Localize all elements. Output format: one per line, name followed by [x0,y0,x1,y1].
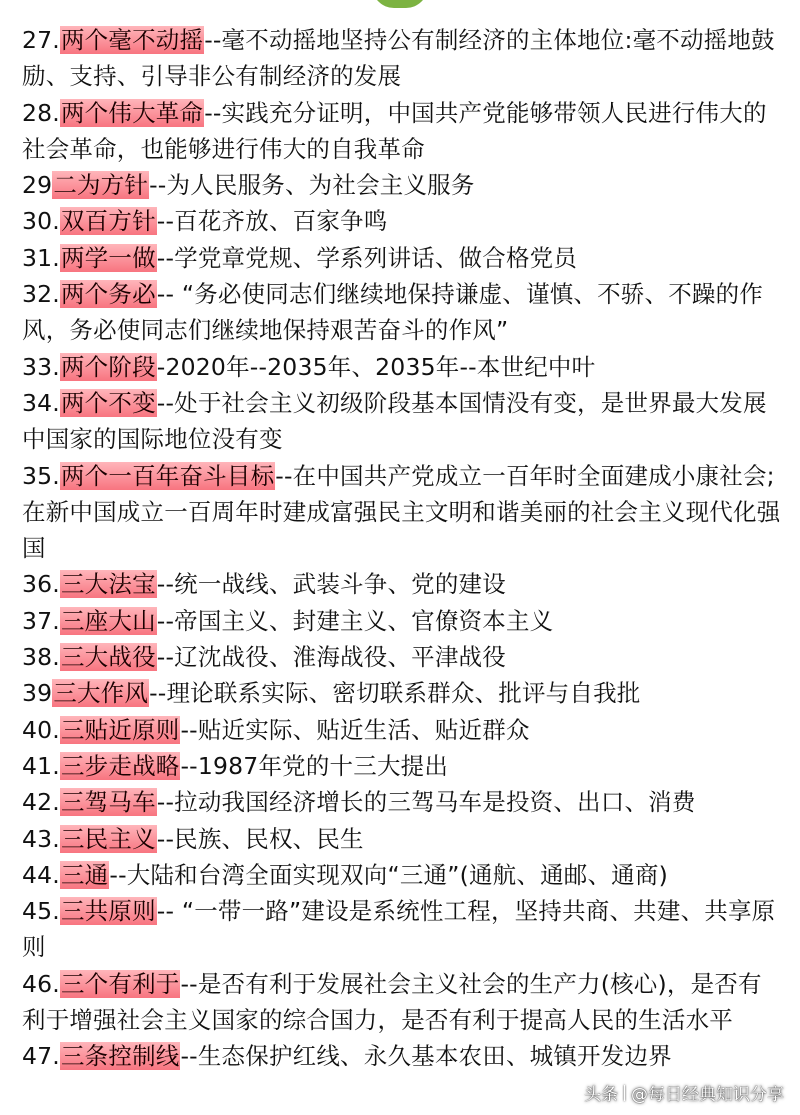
entry-text: -2020年--2035年、2035年--本世纪中叶 [156,352,596,381]
entry-text: --民族、民权、民生 [156,824,364,853]
entry-number: 27. [22,26,60,54]
list-item [22,566,782,602]
entry-text: --在中国共产党成立一百年时全面建成小康社会;在新中国成立一百周年时建成富强民主文明和谐美丽的社会主义现代化强国 [22,461,781,563]
entry-text: --理论联系实际、密切联系群众、批评与自我批 [149,679,641,708]
highlighted-term: 两个一百年奋斗目标 [60,461,275,490]
entry-text: --拉动我国经济增长的三驾马车是投资、出口、消费 [156,788,696,817]
entry-number: 43. [22,824,60,853]
highlighted-term: 两个阶段 [60,352,156,381]
entry-text: -- “务必使同志们继续地保持谦虚、谨慎、不骄、不躁的作风，务必使同志们继续地保持艰苦奋斗的作风” [22,280,764,345]
highlighted-term: 三座大山 [60,606,156,635]
entry-number: 40. [22,715,60,744]
list-item [22,603,782,639]
entry-number: 35. [22,461,60,490]
highlighted-term: 三通 [60,860,109,889]
entry-number: 28. [22,98,60,127]
list-item [22,1038,782,1074]
list-item [22,22,782,95]
entry-number: 42. [22,788,60,817]
highlighted-term: 三大作风 [53,679,149,708]
highlighted-term: 两学一做 [60,243,156,272]
watermark-divider [624,1085,625,1101]
list-item [22,95,782,168]
highlighted-term: 双百方针 [60,207,156,236]
entry-number: 45. [22,897,60,926]
entry-text: --大陆和台湾全面实现双向“三通”(通航、通邮、通商) [109,860,668,889]
list-item [22,458,782,567]
list-item [22,167,782,203]
entry-text: --辽沈战役、淮海战役、平津战役 [156,643,506,672]
entry-text: --1987年党的十三大提出 [180,751,449,780]
entry-text: -- “一带一路”建设是系统性工程，坚持共商、共建、共享原则 [22,897,776,962]
entry-number: 39 [22,679,53,708]
highlighted-term: 三驾马车 [60,788,156,817]
list-item [22,675,782,711]
highlighted-term: 两个毫不动摇 [60,26,204,54]
list-item [22,784,782,820]
entry-text: --生态保护红线、永久基本农田、城镇开发边界 [180,1042,672,1071]
list-item [22,203,782,239]
entry-text: --为人民服务、为社会主义服务 [149,171,475,200]
entry-number: 31. [22,243,60,272]
highlighted-term: 三大法宝 [60,570,156,599]
entry-text: --统一战线、武装斗争、党的建设 [156,570,506,599]
entry-text: --处于社会主义初级阶段基本国情没有变，是世界最大发展中国家的国际地位没有变 [22,388,767,454]
entry-text: --学党章党规、学系列讲话、做合格党员 [156,243,578,272]
entry-number: 44. [22,860,60,889]
entry-number: 29 [22,171,53,200]
entry-number: 34. [22,388,60,417]
list-item [22,821,782,857]
entry-number: 37. [22,606,60,635]
highlighted-term: 三贴近原则 [60,715,180,744]
list-item [22,349,782,385]
watermark [584,1080,784,1105]
watermark-account: @每日经典知识分享 [631,1085,784,1105]
top-logo-fragment [372,0,428,8]
highlighted-term: 两个不变 [60,388,156,417]
list-item [22,712,782,748]
entry-number: 38. [22,643,60,672]
list-item [22,966,782,1039]
entry-number: 33. [22,352,60,381]
highlighted-term: 二为方针 [53,171,149,200]
list-item [22,639,782,675]
entry-number: 36. [22,570,60,599]
watermark-platform: 头条 [584,1085,618,1105]
highlighted-term: 三民主义 [60,824,156,853]
highlighted-term: 三个有利于 [60,969,180,998]
highlighted-term: 三条控制线 [60,1042,180,1071]
highlighted-term: 三大战役 [60,643,156,672]
entry-text: --帝国主义、封建主义、官僚资本主义 [156,606,554,635]
list-item [22,240,782,276]
list-item [22,276,782,349]
highlighted-term: 三步走战略 [60,751,180,780]
highlighted-term: 两个伟大革命 [60,98,204,127]
entry-text: --是否有利于发展社会主义社会的生产力(核心)，是否有利于增强社会主义国家的综合国力，是否有利于提高人民的生活水平 [22,969,762,1035]
entry-list [22,22,782,1075]
highlighted-term: 两个务必 [60,280,156,309]
entry-text: --实践充分证明，中国共产党能够带领人民进行伟大的社会革命，也能够进行伟大的自我革命 [22,98,767,163]
entry-number: 47. [22,1042,60,1071]
list-item [22,857,782,893]
entry-number: 30. [22,207,60,236]
entry-number: 32. [22,280,60,309]
entry-text: --百花齐放、百家争鸣 [156,207,388,236]
list-item [22,893,782,966]
entry-text: --贴近实际、贴近生活、贴近群众 [180,715,530,744]
entry-number: 46. [22,969,60,998]
entry-number: 41. [22,751,60,780]
entry-text: --毫不动摇地坚持公有制经济的主体地位:毫不动摇地鼓励、支持、引导非公有制经济的发展 [22,26,775,91]
highlighted-term: 三共原则 [60,897,156,926]
list-item [22,385,782,458]
list-item [22,748,782,784]
